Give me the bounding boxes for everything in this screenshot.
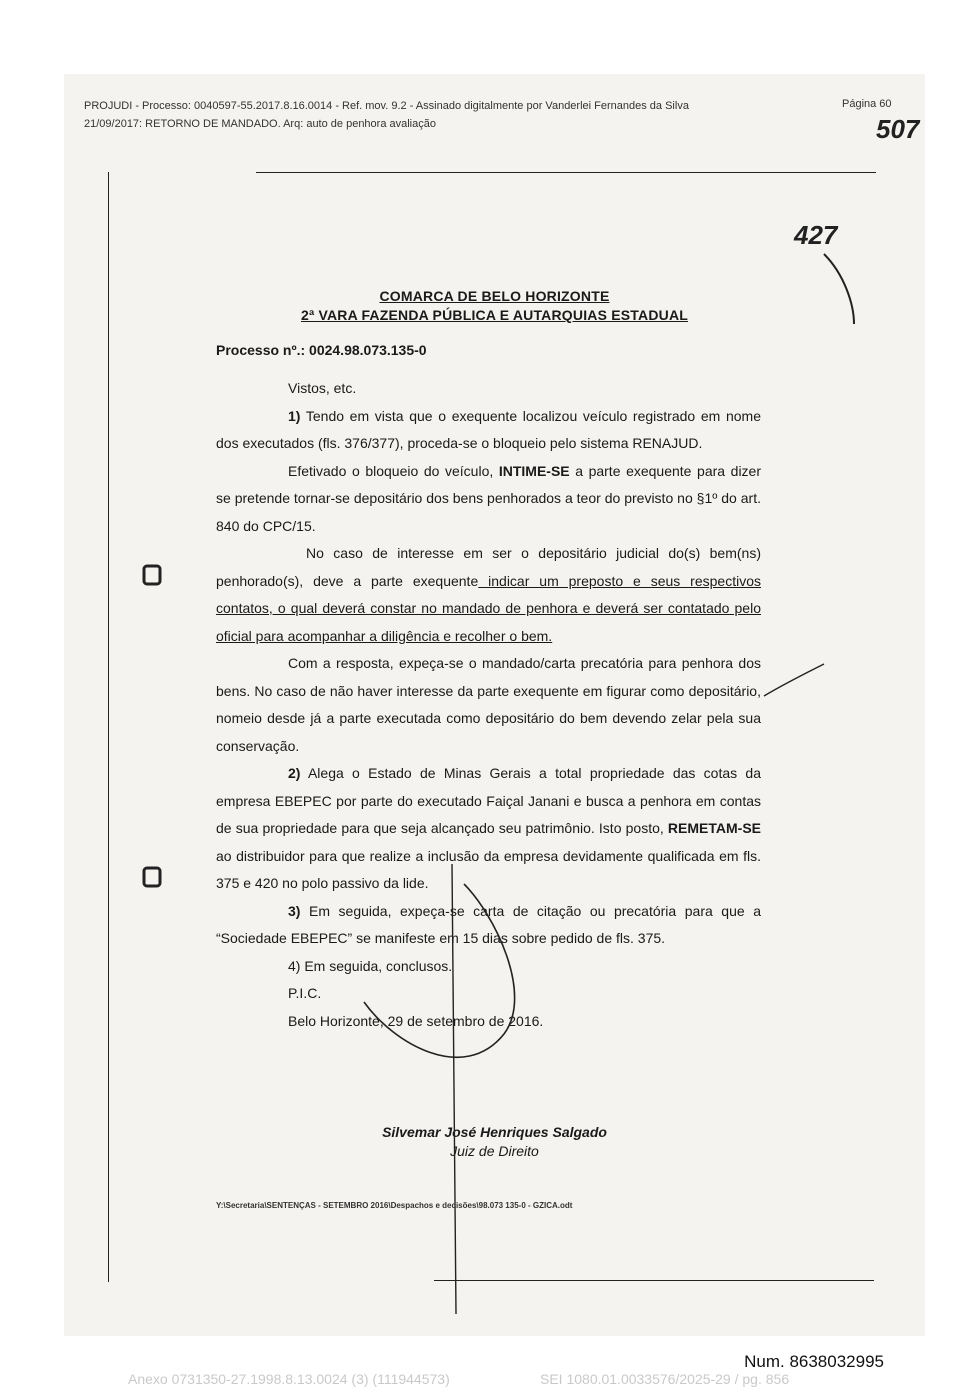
process-number: Processo nº.: 0024.98.073.135-0 <box>216 342 427 358</box>
paragraph-1-text: Tendo em vista que o exequente localizou veículo registrado em nome dos executados (fls. 376/377), proceda-se o bloqueio pelo sistema RENAJUD. <box>216 407 761 451</box>
signatory-name: Silvemar José Henriques Salgado <box>382 1124 607 1140</box>
header-line-1: PROJUDI - Processo: 0040597-55.2017.8.16.0014 - Ref. mov. 9.2 - Assinado digitalmente por Vanderlei Fernandes da Silva <box>84 100 689 112</box>
paragraph-5-text-c: ao distribuidor para que realize a inclusão da empresa devidamente qualificada em fls. 375 e 420 no polo passivo da lide. <box>216 847 761 891</box>
signature-stroke <box>452 864 456 1314</box>
paragraph-2-text-a: Efetivado o bloqueio do veículo, <box>288 462 499 479</box>
item-2-number: 2) <box>288 765 301 781</box>
annex-reference: Anexo 0731350-27.1998.8.13.0024 (3) (111944573) <box>128 1371 450 1387</box>
paragraph-3-underlined: indicar um preposto e seus respectivos contatos, o qual deverá constar no mandado de penhora e deverá ser contatado pelo oficial para acompanhar a diligência e recolher o bem. <box>216 572 761 644</box>
paragraph-6-text: Em seguida, expeça-se carta de citação ou precatória para que a “Sociedade EBEPEC” se manifeste em 15 dias sobre pedido de fls. 375. <box>216 902 761 946</box>
file-path: Y:\Secretaria\SENTENÇAS - SETEMBRO 2016\Despachos e decisões\98.073 135-0 - GZICA.odt <box>216 1201 573 1210</box>
date-line: Belo Horizonte, 29 de setembro de 2016. <box>288 1012 544 1029</box>
handwritten-folio: 427 <box>794 220 838 250</box>
item-3-number: 3) <box>288 902 301 919</box>
hole-punch-mark-bottom <box>144 868 160 886</box>
pic-line: P.I.C. <box>288 985 322 1001</box>
scanned-page <box>64 74 925 1336</box>
header-line-2: 21/09/2017: RETORNO DE MANDADO. Arq: auto de penhora avaliação <box>84 118 436 130</box>
signatory-role: Juiz de Direito <box>450 1143 539 1159</box>
document-number: Num. 8638032995 <box>744 1352 884 1371</box>
handwritten-top-right: 507 <box>876 114 920 144</box>
handwriting-marks <box>64 74 925 1336</box>
hole-punch-mark-top <box>144 566 160 584</box>
margin-check-mark <box>764 664 824 696</box>
paragraph-3-text-a: No caso de interesse em ser o depositário judicial do(s) bem(ns) penhorado(s), deve a parte exequente <box>216 545 761 589</box>
intime-se-emphasis: INTIME-SE <box>498 462 570 479</box>
sei-reference: SEI 1080.01.0033576/2025-29 / pg. 856 <box>540 1371 790 1387</box>
signature-scribble <box>364 884 515 1057</box>
court-division: 2ª VARA FAZENDA PÚBLICA E AUTARQUIAS ESTADUAL <box>301 307 688 323</box>
paragraph-7: 4) Em seguida, conclusos. <box>288 957 453 974</box>
header-page-number: Página 60 <box>842 98 892 110</box>
item-1-number: 1) <box>288 407 301 424</box>
folio-flourish <box>824 254 854 324</box>
remetam-se-emphasis: REMETAM-SE <box>667 820 761 836</box>
court-name: COMARCA DE BELO HORIZONTE <box>379 288 610 304</box>
paragraph-4: Com a resposta, expeça-se o mandado/carta precatória para penhora dos bens. No caso de não haver interesse da parte exequente em figurar como depositário, nomeio desde já a parte executada como depositário do bem devendo zelar pela sua conservação. <box>216 655 761 754</box>
vistos-line: Vistos, etc. <box>288 380 357 396</box>
paragraph-5-text-a: Alega o Estado de Minas Gerais a total propriedade das cotas da empresa EBEPEC por parte do executado Faiçal Janani e busca a penhora em contas de sua propriedade para que seja alcançado seu patrimônio. Isto posto, <box>216 765 761 836</box>
paragraph-2-text-c: a parte exequente para dizer se pretende tornar-se depositário dos bens penhorados a teor do previsto no §1º do art. 840 do CPC/15. <box>216 462 761 534</box>
